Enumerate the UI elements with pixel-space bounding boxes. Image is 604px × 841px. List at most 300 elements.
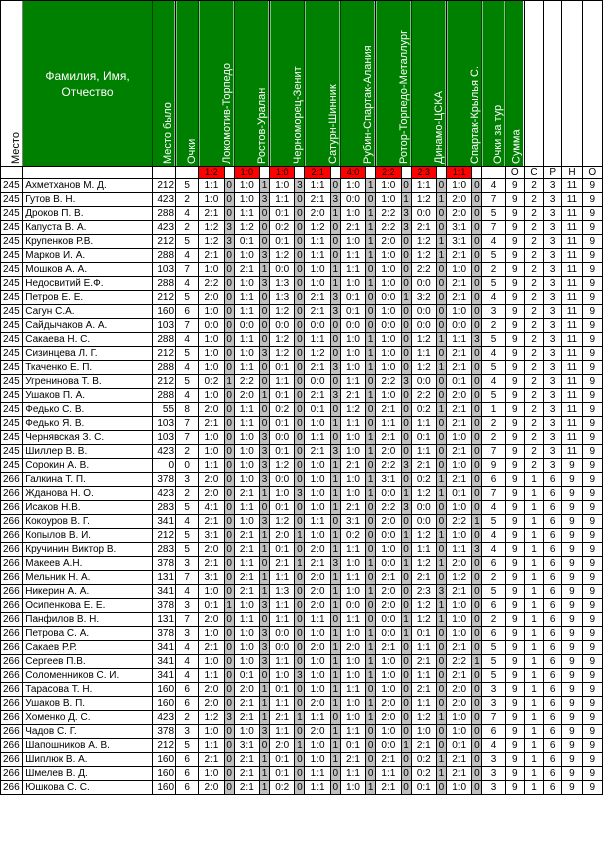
stat-cell: 9 bbox=[562, 571, 582, 585]
prediction-cell: 2:1 bbox=[411, 683, 436, 697]
prev-place-cell: 288 bbox=[152, 361, 175, 375]
stat-cell: 9 bbox=[562, 655, 582, 669]
prediction-cell: 1:2 bbox=[447, 571, 472, 585]
prediction-points-cell: 0 bbox=[224, 627, 234, 641]
points-cell: 5 bbox=[176, 375, 199, 389]
table-row bbox=[1, 543, 603, 557]
place-cell: 245 bbox=[1, 291, 23, 305]
stat-cell: 6 bbox=[544, 683, 562, 697]
prediction-cell: 1:0 bbox=[234, 641, 259, 655]
prediction-cell: 2:0 bbox=[199, 403, 224, 417]
points-cell: 5 bbox=[176, 739, 199, 753]
prediction-points-cell: 0 bbox=[436, 543, 446, 557]
stat-cell: 9 bbox=[582, 207, 602, 221]
prediction-points-cell: 0 bbox=[366, 459, 376, 473]
table-row bbox=[1, 431, 603, 445]
prediction-cell: 2:2 bbox=[411, 263, 436, 277]
sum-cell: 9 bbox=[505, 641, 524, 655]
prediction-cell: 1:0 bbox=[340, 347, 365, 361]
standings-body bbox=[1, 179, 603, 795]
prediction-cell: 1:1 bbox=[305, 711, 330, 725]
prediction-points-cell: 3 bbox=[259, 459, 269, 473]
prediction-cell: 0:2 bbox=[411, 473, 436, 487]
prediction-cell: 0:1 bbox=[270, 417, 295, 431]
prediction-points-cell: 0 bbox=[401, 389, 411, 403]
prediction-points-cell: 1 bbox=[401, 529, 411, 543]
prediction-points-cell: 0 bbox=[472, 431, 482, 445]
prediction-points-cell: 0 bbox=[472, 277, 482, 291]
round-points-cell: 7 bbox=[482, 193, 505, 207]
stat-cell: 1 bbox=[524, 585, 543, 599]
prediction-cell: 1:2 bbox=[340, 403, 365, 417]
prediction-points-cell: 0 bbox=[472, 403, 482, 417]
table-row bbox=[1, 711, 603, 725]
prediction-cell: 2:1 bbox=[447, 767, 472, 781]
prediction-points-cell: 0 bbox=[330, 711, 340, 725]
col-prev-place-header: Место было bbox=[152, 1, 175, 167]
prediction-points-cell: 0 bbox=[366, 725, 376, 739]
prediction-cell: 1:1 bbox=[305, 431, 330, 445]
prediction-points-cell: 0 bbox=[472, 263, 482, 277]
prediction-cell: 0:2 bbox=[199, 375, 224, 389]
round-points-cell: 7 bbox=[482, 487, 505, 501]
stat-cell: 1 bbox=[524, 529, 543, 543]
stat-cell: 1 bbox=[524, 739, 543, 753]
name-cell: Панфилов В. Н. bbox=[23, 613, 153, 627]
place-cell: 266 bbox=[1, 515, 23, 529]
prediction-cell: 0:0 bbox=[411, 515, 436, 529]
prediction-cell: 2:1 bbox=[411, 459, 436, 473]
prediction-cell: 2:0 bbox=[270, 529, 295, 543]
prediction-cell: 1:0 bbox=[376, 263, 401, 277]
stat-cell: 3 bbox=[544, 445, 562, 459]
prediction-points-cell: 0 bbox=[436, 655, 446, 669]
prediction-cell: 1:0 bbox=[376, 655, 401, 669]
stat-cell: 6 bbox=[544, 753, 562, 767]
prediction-cell: 2:1 bbox=[447, 347, 472, 361]
prediction-cell: 0:0 bbox=[305, 375, 330, 389]
prediction-points-cell: 0 bbox=[366, 291, 376, 305]
stat-cell: 9 bbox=[582, 571, 602, 585]
prediction-points-cell: 1 bbox=[330, 487, 340, 501]
prediction-cell: 1:0 bbox=[270, 669, 295, 683]
prediction-cell: 1:0 bbox=[447, 627, 472, 641]
prediction-cell: 2:0 bbox=[376, 515, 401, 529]
name-cell: Мельник Н. А. bbox=[23, 571, 153, 585]
prediction-cell: 2:0 bbox=[234, 683, 259, 697]
place-cell: 266 bbox=[1, 781, 23, 795]
stat-cell: 6 bbox=[544, 543, 562, 557]
prediction-points-cell: 0 bbox=[472, 179, 482, 193]
prediction-cell: 1:1 bbox=[411, 445, 436, 459]
stat-cell: 9 bbox=[582, 333, 602, 347]
prediction-cell: 1:0 bbox=[376, 725, 401, 739]
prediction-points-cell: 0 bbox=[366, 501, 376, 515]
prediction-cell: 1:2 bbox=[411, 711, 436, 725]
round-points-cell: 2 bbox=[482, 263, 505, 277]
round-points-cell: 5 bbox=[482, 641, 505, 655]
prediction-points-cell: 0 bbox=[436, 725, 446, 739]
prediction-cell: 1:1 bbox=[270, 193, 295, 207]
prediction-cell: 2:1 bbox=[199, 515, 224, 529]
prediction-points-cell: 3 bbox=[436, 585, 446, 599]
round-points-cell: 7 bbox=[482, 221, 505, 235]
prediction-points-cell: 1 bbox=[259, 529, 269, 543]
prediction-points-cell: 0 bbox=[436, 389, 446, 403]
stat-cell: 11 bbox=[562, 333, 582, 347]
stat-cell: 9 bbox=[582, 613, 602, 627]
round-points-cell: 1 bbox=[482, 403, 505, 417]
stat-cell: 9 bbox=[562, 781, 582, 795]
prediction-cell: 2:1 bbox=[376, 641, 401, 655]
prediction-points-cell: 0 bbox=[295, 641, 305, 655]
sum-cell: 9 bbox=[505, 179, 524, 193]
name-cell: Сизинцева Л. Г. bbox=[23, 347, 153, 361]
prediction-cell: 1:2 bbox=[411, 249, 436, 263]
prediction-cell: 1:1 bbox=[234, 333, 259, 347]
table-row bbox=[1, 389, 603, 403]
prediction-cell: 1:1 bbox=[234, 305, 259, 319]
prediction-points-cell: 0 bbox=[330, 781, 340, 795]
prediction-points-cell: 0 bbox=[472, 753, 482, 767]
prediction-points-cell: 0 bbox=[224, 193, 234, 207]
prediction-points-cell: 1 bbox=[366, 249, 376, 263]
prev-place-cell: 423 bbox=[152, 711, 175, 725]
prediction-points-cell: 1 bbox=[259, 683, 269, 697]
prediction-cell: 1:0 bbox=[234, 445, 259, 459]
name-cell: Осипенкова Е. Е. bbox=[23, 599, 153, 613]
prediction-cell: 1:0 bbox=[199, 445, 224, 459]
prediction-points-cell: 0 bbox=[295, 515, 305, 529]
name-cell: Макеев А.Н. bbox=[23, 557, 153, 571]
prediction-points-cell: 0 bbox=[224, 683, 234, 697]
prev-place-cell: 341 bbox=[152, 515, 175, 529]
prediction-points-cell: 1 bbox=[366, 179, 376, 193]
prediction-cell: 1:0 bbox=[376, 683, 401, 697]
prediction-points-cell: 0 bbox=[401, 249, 411, 263]
prediction-cell: 0:0 bbox=[411, 305, 436, 319]
prediction-points-cell: 0 bbox=[472, 291, 482, 305]
points-cell: 4 bbox=[176, 389, 199, 403]
name-cell: Сагун С.А. bbox=[23, 305, 153, 319]
stat-cell: 1 bbox=[524, 473, 543, 487]
stat-cell: 9 bbox=[582, 417, 602, 431]
prediction-points-cell: 0 bbox=[436, 501, 446, 515]
prediction-points-cell: 1 bbox=[330, 473, 340, 487]
prediction-points-cell: 1 bbox=[366, 389, 376, 403]
prediction-points-cell: 0 bbox=[224, 543, 234, 557]
table-row bbox=[1, 683, 603, 697]
prediction-points-cell: 0 bbox=[436, 417, 446, 431]
prev-place-cell: 341 bbox=[152, 641, 175, 655]
prediction-cell: 0:0 bbox=[270, 641, 295, 655]
stat-cell: 6 bbox=[544, 571, 562, 585]
table-row bbox=[1, 781, 603, 795]
stat-cell: 9 bbox=[562, 739, 582, 753]
stat-cell: 2 bbox=[524, 459, 543, 473]
prediction-cell: 1:0 bbox=[340, 627, 365, 641]
place-cell: 245 bbox=[1, 319, 23, 333]
prediction-cell: 2:1 bbox=[199, 249, 224, 263]
stat-cell: 11 bbox=[562, 235, 582, 249]
prediction-points-cell: 0 bbox=[259, 375, 269, 389]
prev-place-cell: 423 bbox=[152, 445, 175, 459]
stat-cell: 2 bbox=[524, 249, 543, 263]
prediction-cell: 0:0 bbox=[411, 207, 436, 221]
sum-cell: 9 bbox=[505, 613, 524, 627]
prediction-cell: 1:0 bbox=[340, 361, 365, 375]
sum-cell: 9 bbox=[505, 529, 524, 543]
prediction-points-cell: 1 bbox=[436, 249, 446, 263]
prediction-points-cell: 0 bbox=[472, 445, 482, 459]
round-points-cell: 5 bbox=[482, 333, 505, 347]
prediction-cell: 1:1 bbox=[305, 515, 330, 529]
stat-cell: 3 bbox=[544, 417, 562, 431]
table-row bbox=[1, 557, 603, 571]
prediction-cell: 2:1 bbox=[411, 739, 436, 753]
prediction-points-cell: 3 bbox=[259, 725, 269, 739]
stat-cell: 6 bbox=[544, 739, 562, 753]
prediction-cell: 1:0 bbox=[376, 361, 401, 375]
prediction-points-cell: 0 bbox=[366, 305, 376, 319]
points-cell: 4 bbox=[176, 249, 199, 263]
prediction-points-cell: 1 bbox=[330, 739, 340, 753]
prev-place-cell: 131 bbox=[152, 571, 175, 585]
stat-header-3: Р bbox=[544, 167, 562, 179]
prediction-points-cell: 0 bbox=[330, 319, 340, 333]
name-cell: Ушаков П. А. bbox=[23, 389, 153, 403]
prediction-points-cell: 3 bbox=[330, 361, 340, 375]
stat-cell: 3 bbox=[544, 319, 562, 333]
table-row bbox=[1, 403, 603, 417]
prediction-points-cell: 0 bbox=[472, 711, 482, 725]
stat-cell: 11 bbox=[562, 179, 582, 193]
prediction-points-cell: 0 bbox=[401, 431, 411, 445]
prediction-points-cell: 0 bbox=[224, 529, 234, 543]
prediction-points-cell: 0 bbox=[366, 753, 376, 767]
prediction-points-cell: 0 bbox=[472, 207, 482, 221]
round-points-cell: 3 bbox=[482, 781, 505, 795]
prediction-points-cell: 0 bbox=[224, 753, 234, 767]
prediction-points-cell: 0 bbox=[224, 515, 234, 529]
prediction-points-cell: 0 bbox=[401, 403, 411, 417]
stat-cell: 11 bbox=[562, 193, 582, 207]
prediction-points-cell: 0 bbox=[295, 207, 305, 221]
prediction-points-cell: 1 bbox=[330, 571, 340, 585]
prediction-points-cell: 3 bbox=[330, 557, 340, 571]
prediction-cell: 3:1 bbox=[376, 473, 401, 487]
prediction-points-cell: 1 bbox=[436, 557, 446, 571]
name-cell: Сакаева Н. С. bbox=[23, 333, 153, 347]
prediction-cell: 0:1 bbox=[411, 781, 436, 795]
prediction-cell: 1:1 bbox=[234, 613, 259, 627]
round-points-cell: 2 bbox=[482, 319, 505, 333]
prediction-cell: 1:0 bbox=[234, 179, 259, 193]
prediction-cell: 2:1 bbox=[447, 403, 472, 417]
prediction-points-cell: 0 bbox=[330, 403, 340, 417]
prediction-cell: 1:1 bbox=[270, 571, 295, 585]
sum-cell: 9 bbox=[505, 459, 524, 473]
stat-cell: 6 bbox=[544, 711, 562, 725]
prediction-points-cell: 0 bbox=[436, 697, 446, 711]
points-cell: 0 bbox=[176, 459, 199, 473]
prediction-points-cell: 1 bbox=[436, 473, 446, 487]
stat-cell: 2 bbox=[524, 207, 543, 221]
round-points-cell: 6 bbox=[482, 627, 505, 641]
prediction-cell: 1:0 bbox=[376, 543, 401, 557]
prediction-points-cell: 0 bbox=[401, 753, 411, 767]
place-cell: 266 bbox=[1, 711, 23, 725]
prev-place-cell: 103 bbox=[152, 319, 175, 333]
round-points-cell: 5 bbox=[482, 361, 505, 375]
place-cell: 266 bbox=[1, 655, 23, 669]
place-cell: 266 bbox=[1, 683, 23, 697]
stat-cell: 9 bbox=[582, 263, 602, 277]
prediction-cell: 2:1 bbox=[305, 389, 330, 403]
prediction-points-cell: 0 bbox=[472, 529, 482, 543]
table-row bbox=[1, 277, 603, 291]
prediction-points-cell: 0 bbox=[472, 501, 482, 515]
match-result-1: 1:2 bbox=[199, 167, 224, 179]
round-points-cell: 2 bbox=[482, 613, 505, 627]
prediction-points-cell: 1 bbox=[436, 529, 446, 543]
stat-cell: 3 bbox=[544, 193, 562, 207]
prev-place-cell: 283 bbox=[152, 543, 175, 557]
prediction-cell: 0:0 bbox=[376, 487, 401, 501]
prediction-points-cell: 3 bbox=[259, 655, 269, 669]
prediction-points-cell: 0 bbox=[224, 291, 234, 305]
prediction-points-cell: 0 bbox=[224, 571, 234, 585]
prediction-cell: 2:0 bbox=[305, 543, 330, 557]
stat-cell: 6 bbox=[544, 613, 562, 627]
points-cell: 4 bbox=[176, 277, 199, 291]
stat-cell: 9 bbox=[582, 277, 602, 291]
sum-cell: 9 bbox=[505, 515, 524, 529]
prediction-points-cell: 0 bbox=[401, 263, 411, 277]
round-points-cell: 4 bbox=[482, 739, 505, 753]
sum-cell: 9 bbox=[505, 207, 524, 221]
prediction-cell: 0:1 bbox=[270, 683, 295, 697]
place-cell: 245 bbox=[1, 277, 23, 291]
prediction-points-cell: 0 bbox=[401, 669, 411, 683]
prediction-points-cell: 0 bbox=[366, 375, 376, 389]
prediction-cell: 2:0 bbox=[305, 697, 330, 711]
prediction-cell: 2:2 bbox=[376, 221, 401, 235]
points-cell: 3 bbox=[176, 725, 199, 739]
table-row bbox=[1, 193, 603, 207]
prediction-points-cell: 1 bbox=[330, 655, 340, 669]
stat-cell: 2 bbox=[524, 389, 543, 403]
prediction-cell: 2:1 bbox=[447, 417, 472, 431]
prediction-cell: 1:0 bbox=[340, 277, 365, 291]
prediction-cell: 0:0 bbox=[270, 473, 295, 487]
prev-place-cell: 283 bbox=[152, 501, 175, 515]
points-cell: 7 bbox=[176, 417, 199, 431]
stat-cell: 2 bbox=[524, 305, 543, 319]
match-header-5: Рубин-Спартак-Алания bbox=[340, 1, 375, 167]
prediction-points-cell: 1 bbox=[330, 263, 340, 277]
prediction-cell: 2:0 bbox=[376, 235, 401, 249]
prediction-cell: 1:0 bbox=[376, 305, 401, 319]
prediction-cell: 1:1 bbox=[234, 557, 259, 571]
round-points-cell: 4 bbox=[482, 543, 505, 557]
prediction-cell: 2:2 bbox=[447, 515, 472, 529]
name-cell: Юшкова С. С. bbox=[23, 781, 153, 795]
prediction-cell: 2:1 bbox=[234, 263, 259, 277]
prediction-cell: 1:0 bbox=[447, 179, 472, 193]
prediction-points-cell: 3 bbox=[259, 249, 269, 263]
prediction-points-cell: 0 bbox=[366, 319, 376, 333]
prediction-cell: 1:2 bbox=[199, 711, 224, 725]
sum-cell: 9 bbox=[505, 333, 524, 347]
stat-cell: 2 bbox=[524, 445, 543, 459]
prediction-cell: 1:1 bbox=[305, 249, 330, 263]
prediction-points-cell: 0 bbox=[259, 669, 269, 683]
prediction-points-cell: 0 bbox=[472, 487, 482, 501]
stat-cell: 1 bbox=[524, 725, 543, 739]
stat-cell: 2 bbox=[524, 347, 543, 361]
stat-cell: 11 bbox=[562, 431, 582, 445]
prediction-points-cell: 0 bbox=[295, 599, 305, 613]
points-cell: 5 bbox=[176, 291, 199, 305]
place-cell: 266 bbox=[1, 641, 23, 655]
col-place-header: Место bbox=[1, 1, 23, 167]
prediction-cell: 2:1 bbox=[270, 711, 295, 725]
prediction-points-cell: 0 bbox=[330, 347, 340, 361]
prediction-points-cell: 1 bbox=[366, 487, 376, 501]
prediction-cell: 0:1 bbox=[305, 403, 330, 417]
prediction-points-cell: 0 bbox=[259, 221, 269, 235]
table-row bbox=[1, 767, 603, 781]
prediction-points-cell: 1 bbox=[401, 487, 411, 501]
prediction-points-cell: 3 bbox=[259, 277, 269, 291]
prediction-points-cell: 3 bbox=[224, 221, 234, 235]
match-result-4: 2:1 bbox=[305, 167, 330, 179]
prediction-points-cell: 0 bbox=[436, 683, 446, 697]
prediction-points-cell: 3 bbox=[259, 641, 269, 655]
sum-cell: 9 bbox=[505, 417, 524, 431]
round-points-cell: 5 bbox=[482, 669, 505, 683]
prediction-points-cell: 0 bbox=[401, 655, 411, 669]
stat-cell: 1 bbox=[524, 655, 543, 669]
prediction-cell: 1:0 bbox=[305, 263, 330, 277]
prediction-cell: 1:1 bbox=[376, 417, 401, 431]
points-cell: 5 bbox=[176, 543, 199, 557]
stat-cell: 9 bbox=[562, 669, 582, 683]
table-row bbox=[1, 179, 603, 193]
prediction-points-cell: 0 bbox=[295, 459, 305, 473]
prediction-cell: 2:1 bbox=[340, 501, 365, 515]
prediction-cell: 1:2 bbox=[270, 333, 295, 347]
prediction-cell: 2:1 bbox=[447, 753, 472, 767]
stat-cell: 9 bbox=[582, 221, 602, 235]
points-cell: 5 bbox=[176, 235, 199, 249]
prediction-cell: 1:2 bbox=[199, 235, 224, 249]
prediction-cell: 1:0 bbox=[340, 711, 365, 725]
prediction-cell: 0:1 bbox=[270, 543, 295, 557]
name-cell: Тарасова Т. Н. bbox=[23, 683, 153, 697]
name-cell: Кокоуров В. Г. bbox=[23, 515, 153, 529]
prediction-points-cell: 0 bbox=[259, 557, 269, 571]
stat-cell: 9 bbox=[582, 543, 602, 557]
round-points-cell: 6 bbox=[482, 725, 505, 739]
table-row bbox=[1, 585, 603, 599]
prediction-points-cell: 0 bbox=[436, 305, 446, 319]
stat-cell: 9 bbox=[562, 753, 582, 767]
prediction-points-cell: 1 bbox=[366, 627, 376, 641]
prediction-cell: 1:0 bbox=[305, 655, 330, 669]
sum-cell: 9 bbox=[505, 263, 524, 277]
